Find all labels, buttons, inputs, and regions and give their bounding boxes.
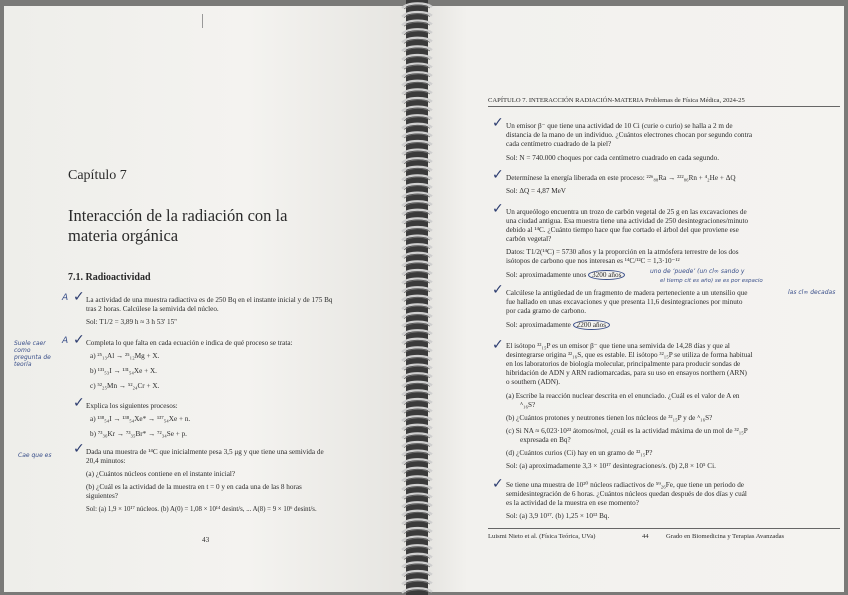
p4-b-line2: siguientes? <box>86 492 118 500</box>
checkmark-icon: ✓ <box>73 332 85 348</box>
p2-intro: Completa lo que falta en cada ecuación e indica de qué proceso se trata: <box>86 339 293 347</box>
q4-solution <box>506 321 610 330</box>
q4-solution-prefix: Sol: aproximadamente <box>506 321 571 329</box>
p3-a: a) ¹³⁸₅₄I → ¹³⁸₅₄Xe* → ¹³⁷₅₄Xe + n. <box>90 415 191 423</box>
footer-left: Luismi Nieto et al. (Física Teórica, UVa) <box>488 533 596 540</box>
p2-c: c) ⁵²₂₅Mn → ⁵²₂₄Cr + X. <box>90 382 160 390</box>
chapter-label: Capítulo 7 <box>68 168 127 183</box>
checkmark-icon: ✓ <box>73 395 85 411</box>
q5-line3: en los laboratorios de biología molecular, principalmente para producir sondas de <box>506 360 741 368</box>
q3-solution <box>506 271 625 280</box>
q6-line1: Se tiene una muestra de 10²⁰ núcleos radiactivos de ⁵⁹₂₆Fe, que tiene un periodo de <box>506 481 745 489</box>
q5-d: (d) ¿Cuántos curios (Ci) hay en un gramo de ³²₁₅P? <box>506 449 653 457</box>
footer-rule <box>488 528 840 529</box>
p4-line2: 20,4 minutos: <box>86 457 126 465</box>
q6-line2: semidesintegración de 6 horas. ¿Cuántos núcleos quedan después de dos días y cuál <box>506 490 747 498</box>
p1-line2: tras 2 horas. Calcúlese la semivida del núcleo. <box>86 305 219 313</box>
q5-b: (b) ¿Cuántos protones y neutrones tienen los núcleos de ³²₁₅P y de ᴬ₁₆S? <box>506 414 713 422</box>
q3-data-line1: Datos: T1/2(¹⁴C) = 5730 años y la proporción en la atmósfera terrestre de los dos <box>506 248 739 256</box>
p2-b: b) ¹³¹₅₃I → ¹³¹₅₄Xe + X. <box>90 367 157 375</box>
margin-mark-a2: A <box>62 336 69 346</box>
p1-solution: Sol: T1/2 = 3,89 h ≈ 3 h 53' 15'' <box>86 318 177 326</box>
page-number-right: 44 <box>642 533 649 540</box>
q3-solution-prefix: Sol: aproximadamente unos <box>506 271 587 279</box>
p4-solution: Sol: (a) 1,9 × 10¹⁷ núcleos. (b) A(0) = 1,08 × 10¹⁴ desint/s, ... A(8) = 9 × 10⁶ desint/s. <box>86 506 317 513</box>
checkmark-icon: ✓ <box>73 289 85 305</box>
page-mark <box>202 14 206 28</box>
q4-line2: fue hallado en unas excavaciones y que presenta 11,6 desintegraciones por minuto <box>506 298 743 306</box>
q1-line1: Un emisor β⁻ que tiene una actividad de 10 Ci (curie o curio) se halla a 2 m de <box>506 122 733 130</box>
header-rule <box>488 106 840 107</box>
checkmark-icon: ✓ <box>492 282 504 298</box>
spiral-binding-icon <box>398 0 438 595</box>
checkmark-icon: ✓ <box>492 201 504 217</box>
q2-solution: Sol: ΔQ = 4,87 MeV <box>506 187 566 195</box>
q3-handwritten-note-2: el tiemp cit es año) se es por espacio <box>660 278 763 284</box>
checkmark-icon: ✓ <box>492 476 504 492</box>
q6-line3: es la actividad de la muestra en ese momento? <box>506 499 639 507</box>
chapter-title-line1: Interacción de la radiación con la <box>68 206 288 225</box>
q5-line4: hibridación de ADN y ARN radiomarcadas, para su uso en ensayos northern (ARN) <box>506 369 747 377</box>
q3-data-line2: isótopos de carbono que nos interesan es ¹⁴C/¹²C = 1,3·10⁻¹² <box>506 257 680 265</box>
q5-c-line1: (c) Si NA ≈ 6,023·10²³ átomos/mol, ¿cuál es la actividad máxima de un mol de ³²₁₅P <box>506 427 748 435</box>
margin-note-1: Suele caer como pregunta de teoría <box>14 340 51 368</box>
p2-a: a) ²⁵₁₃Al → ²⁵₁₂Mg + X. <box>90 352 160 360</box>
left-page <box>4 6 408 592</box>
q1-line3: cada centímetro cuadrado de la piel? <box>506 140 612 148</box>
q5-line2: desintegrarse origina ³²₁₆S, que es estable. El isótopo ³²₁₅P se utiliza de forma habitual <box>506 351 753 359</box>
checkmark-icon: ✓ <box>73 441 85 457</box>
q6-solution: Sol: (a) 3,9 10¹⁷. (b) 1,25 × 10¹³ Bq. <box>506 512 610 520</box>
running-header: CAPÍTULO 7. INTERACCIÓN RADIACIÓN-MATERIA Problemas de Física Médica, 2024-25 <box>488 97 745 104</box>
q3-line2: una ciudad antigua. Esa muestra tiene una actividad de 250 desintegraciones/minuto <box>506 217 749 225</box>
p4-a: (a) ¿Cuántos núcleos contiene en el instante inicial? <box>86 470 236 478</box>
q3-solution-value: 3200 años <box>588 270 625 280</box>
q2-line1: Determínese la energía liberada en este proceso: ²²⁶₈₈Ra → ²²²₈₆Rn + ⁴₂He + ΔQ <box>506 174 736 182</box>
q5-a-line1: (a) Escribe la reacción nuclear descrita en el enunciado. ¿Cuál es el valor de A en <box>506 392 740 400</box>
p3-b: b) ⁷³₃₆Kr → ⁷³₃₅Br* → ⁷²₃₄Se + p. <box>90 430 187 438</box>
p3-intro: Explica los siguientes procesos: <box>86 402 178 410</box>
q5-a-line2: ᴬ₁₆S? <box>520 401 536 409</box>
q3-handwritten-note-1: uno de ‘puede’ (un cl∞ sando y <box>650 268 745 275</box>
q4-solution-value: 2200 años <box>573 320 610 330</box>
section-title: 7.1. Radioactividad <box>68 272 151 283</box>
q1-line2: distancia de la mano de un individuo. ¿Cuántos electrones chocan por segundo contra <box>506 131 753 139</box>
page-number-left: 43 <box>202 536 210 544</box>
p1-line1: La actividad de una muestra radiactiva es de 250 Bq en el instante inicial y de 175 Bq <box>86 296 333 304</box>
q4-line3: por cada gramo de carbono. <box>506 307 587 315</box>
p4-b-line1: (b) ¿Cuál es la actividad de la muestra en t = 0 y en cada una de las 8 horas <box>86 483 302 491</box>
margin-note-2: Cae que es <box>18 452 52 459</box>
footer-right: Grado en Biomedicina y Terapias Avanzadas <box>666 533 785 540</box>
q3-line1: Un arqueólogo encuentra un trozo de carbón vegetal de 25 g en las excavaciones de <box>506 208 747 216</box>
q5-line1: El isótopo ³²₁₅P es un emisor β⁻ que tiene una semivida de 14,28 días y que al <box>506 342 730 350</box>
q4-line1: Calcúlese la antigüedad de un fragmento de madera perteneciente a un utensilio que <box>506 289 748 297</box>
q1-solution: Sol: N = 740.000 choques por cada centímetro cuadrado en cada segundo. <box>506 154 720 162</box>
q3-line3: debido al ¹⁴C. ¿Cuánto tiempo hace que fue cortado el árbol del que proviene ese <box>506 226 739 234</box>
chapter-title-line2: materia orgánica <box>68 226 179 245</box>
checkmark-icon: ✓ <box>492 337 504 353</box>
q3-line4: carbón vegetal? <box>506 235 552 243</box>
q5-line5: o southern (ADN). <box>506 378 561 386</box>
q5-c-line2: expresada en Bq? <box>520 436 571 444</box>
p4-line1: Dada una muestra de ¹⁴C que inicialmente pesa 3,5 μg y que tiene una semivida de <box>86 448 324 456</box>
q3-handwritten-side-note: las cl∞ decadas <box>788 289 836 296</box>
checkmark-icon: ✓ <box>492 167 504 183</box>
margin-mark-a1: A <box>62 293 69 303</box>
right-page <box>416 6 844 592</box>
q5-solution: Sol: (a) aproximadamente 3,3 × 10¹⁷ desintegraciones/s. (b) 2,8 × 10⁵ Ci. <box>506 462 716 470</box>
checkmark-icon: ✓ <box>492 115 504 131</box>
